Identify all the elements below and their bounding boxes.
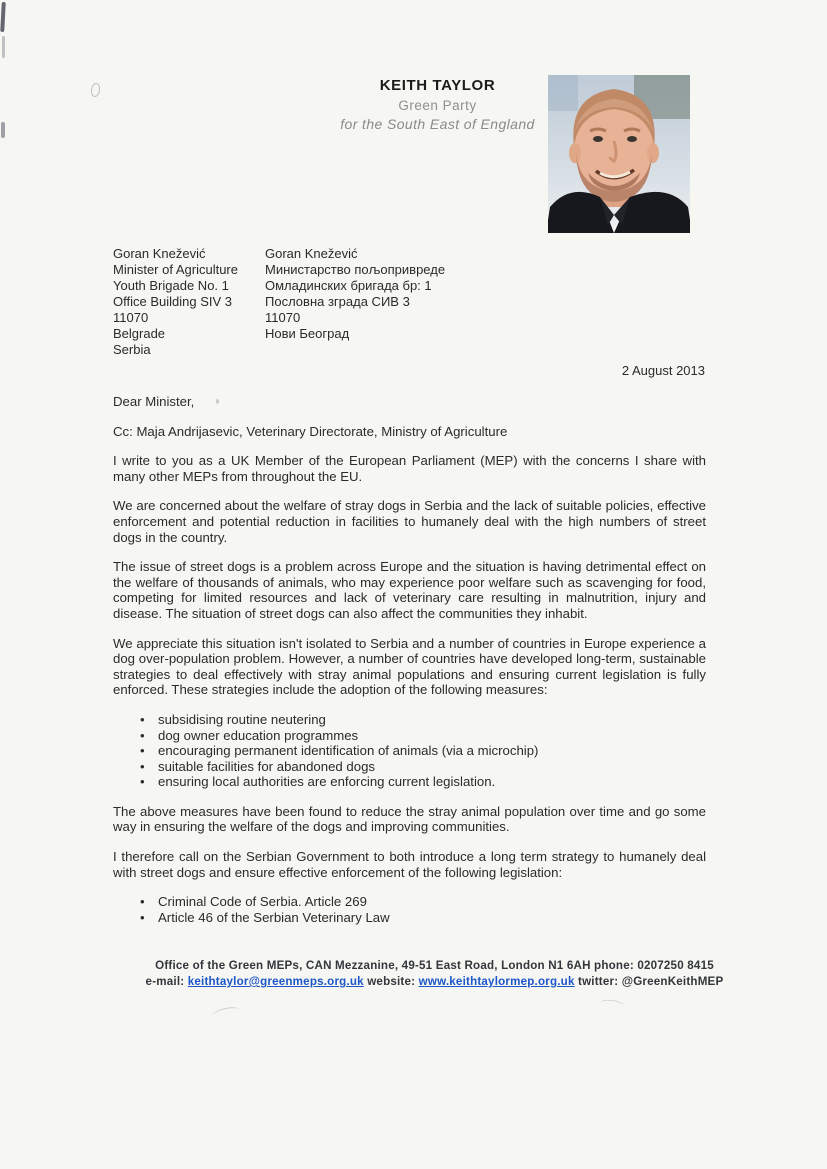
sender-party: Green Party xyxy=(398,97,477,113)
measure-item: • dog owner education programmes xyxy=(140,728,706,744)
paragraph: The issue of street dogs is a problem across Europe and the situation is having detrimental effect on the welfare of thousands of animals, who may experience poor welfare such as scavenging for food, competing for limited resources and lack of veterinary care resulting in malnutrition, injury and disease. The situation of street dogs can also affect the communities they inhabit. xyxy=(113,559,706,621)
cc-line: Cc: Maja Andrijasevic, Veterinary Directorate, Ministry of Agriculture xyxy=(113,423,508,439)
portrait-illustration xyxy=(548,75,690,233)
paragraph: I therefore call on the Serbian Government to both introduce a long term strategy to humanely deal with street dogs and ensure effective enforcement of the following legislation: xyxy=(113,849,706,880)
measure-item: • suitable facilities for abandoned dogs xyxy=(140,759,706,775)
measure-item: • subsidising routine neutering xyxy=(140,712,706,728)
recipient-line: Нови Београд xyxy=(265,326,350,341)
paragraph: We are concerned about the welfare of stray dogs in Serbia and the lack of suitable policies, effective enforcement and potential reduction in facilities to humanely deal with the high numbers of street dogs in the country. xyxy=(113,498,706,545)
recipient-line: Belgrade xyxy=(113,326,166,341)
recipient-address-serbian xyxy=(265,246,505,342)
paragraph: We appreciate this situation isn't isolated to Serbia and a number of countries in Europe experience a dog over-population problem. However, a number of countries have developed long-term, sustainable strategies to deal effectively with stray animal populations and ensuring current legislation is fully enforced. These strategies include the adoption of the following measures: xyxy=(113,635,706,698)
letter-date: 2 August 2013 xyxy=(621,363,705,378)
email-label: e-mail: xyxy=(145,975,185,988)
legislation-item: • Article 46 of the Serbian Veterinary Law xyxy=(140,910,706,926)
sender-region: for the South East of England xyxy=(340,116,535,133)
website-label: website: xyxy=(367,975,416,988)
recipient-address-english xyxy=(113,246,263,358)
measures-list xyxy=(113,712,706,790)
recipient-line: Goran Knežević xyxy=(265,246,358,261)
recipient-line: Youth Brigade No. 1 xyxy=(113,278,229,293)
salutation: Dear Minister, xyxy=(113,394,195,409)
paragraph: The above measures have been found to reduce the stray animal population over time and go some way in ensuring the welfare of the dogs and improving communities. xyxy=(113,803,706,835)
recipient-line: Пословна зграда СИВ 3 xyxy=(265,294,410,309)
scan-artifact xyxy=(211,1005,240,1021)
recipient-line: Омладинских бригада бр: 1 xyxy=(265,278,432,293)
scan-artifact xyxy=(0,2,6,32)
recipient-line: 11070 xyxy=(265,310,301,325)
recipient-line: Minister of Agriculture xyxy=(113,262,238,277)
recipient-line: Serbia xyxy=(113,342,151,357)
recipient-line: Office Building SIV 3 xyxy=(113,294,232,309)
portrait-photo xyxy=(548,75,690,233)
recipient-line: Goran Knežević xyxy=(113,246,206,261)
recipient-line: Министарство пољопривреде xyxy=(265,262,446,277)
footer-contact-line xyxy=(42,974,827,990)
footer-address-line: Office of the Green MEPs, CAN Mezzanine, 49-51 East Road, London N1 6AH phone: 0207250 8415 xyxy=(155,959,714,972)
measure-item: • encouraging permanent identification of animals (via a microchip) xyxy=(140,743,706,759)
scan-artifact xyxy=(2,36,5,58)
legislation-list xyxy=(113,894,706,925)
letter-body xyxy=(113,394,706,939)
legislation-item: • Criminal Code of Serbia. Article 269 xyxy=(140,894,706,910)
twitter-handle: @GreenKeithMEP xyxy=(621,975,724,988)
measure-item: • ensuring local authorities are enforcing current legislation. xyxy=(140,774,706,790)
sender-name: KEITH TAYLOR xyxy=(379,77,496,94)
twitter-label: twitter: xyxy=(578,975,619,988)
email-link[interactable]: keithtaylor@greenmeps.org.uk xyxy=(187,975,364,988)
letter-footer xyxy=(0,958,827,990)
website-link[interactable]: www.keithtaylormep.org.uk xyxy=(418,975,575,988)
scan-artifact xyxy=(599,998,624,1010)
letterhead xyxy=(0,76,827,133)
paragraph: I write to you as a UK Member of the European Parliament (MEP) with the concerns I share with many other MEPs from throughout the EU. xyxy=(113,453,706,484)
recipient-line: 11070 xyxy=(113,310,149,325)
